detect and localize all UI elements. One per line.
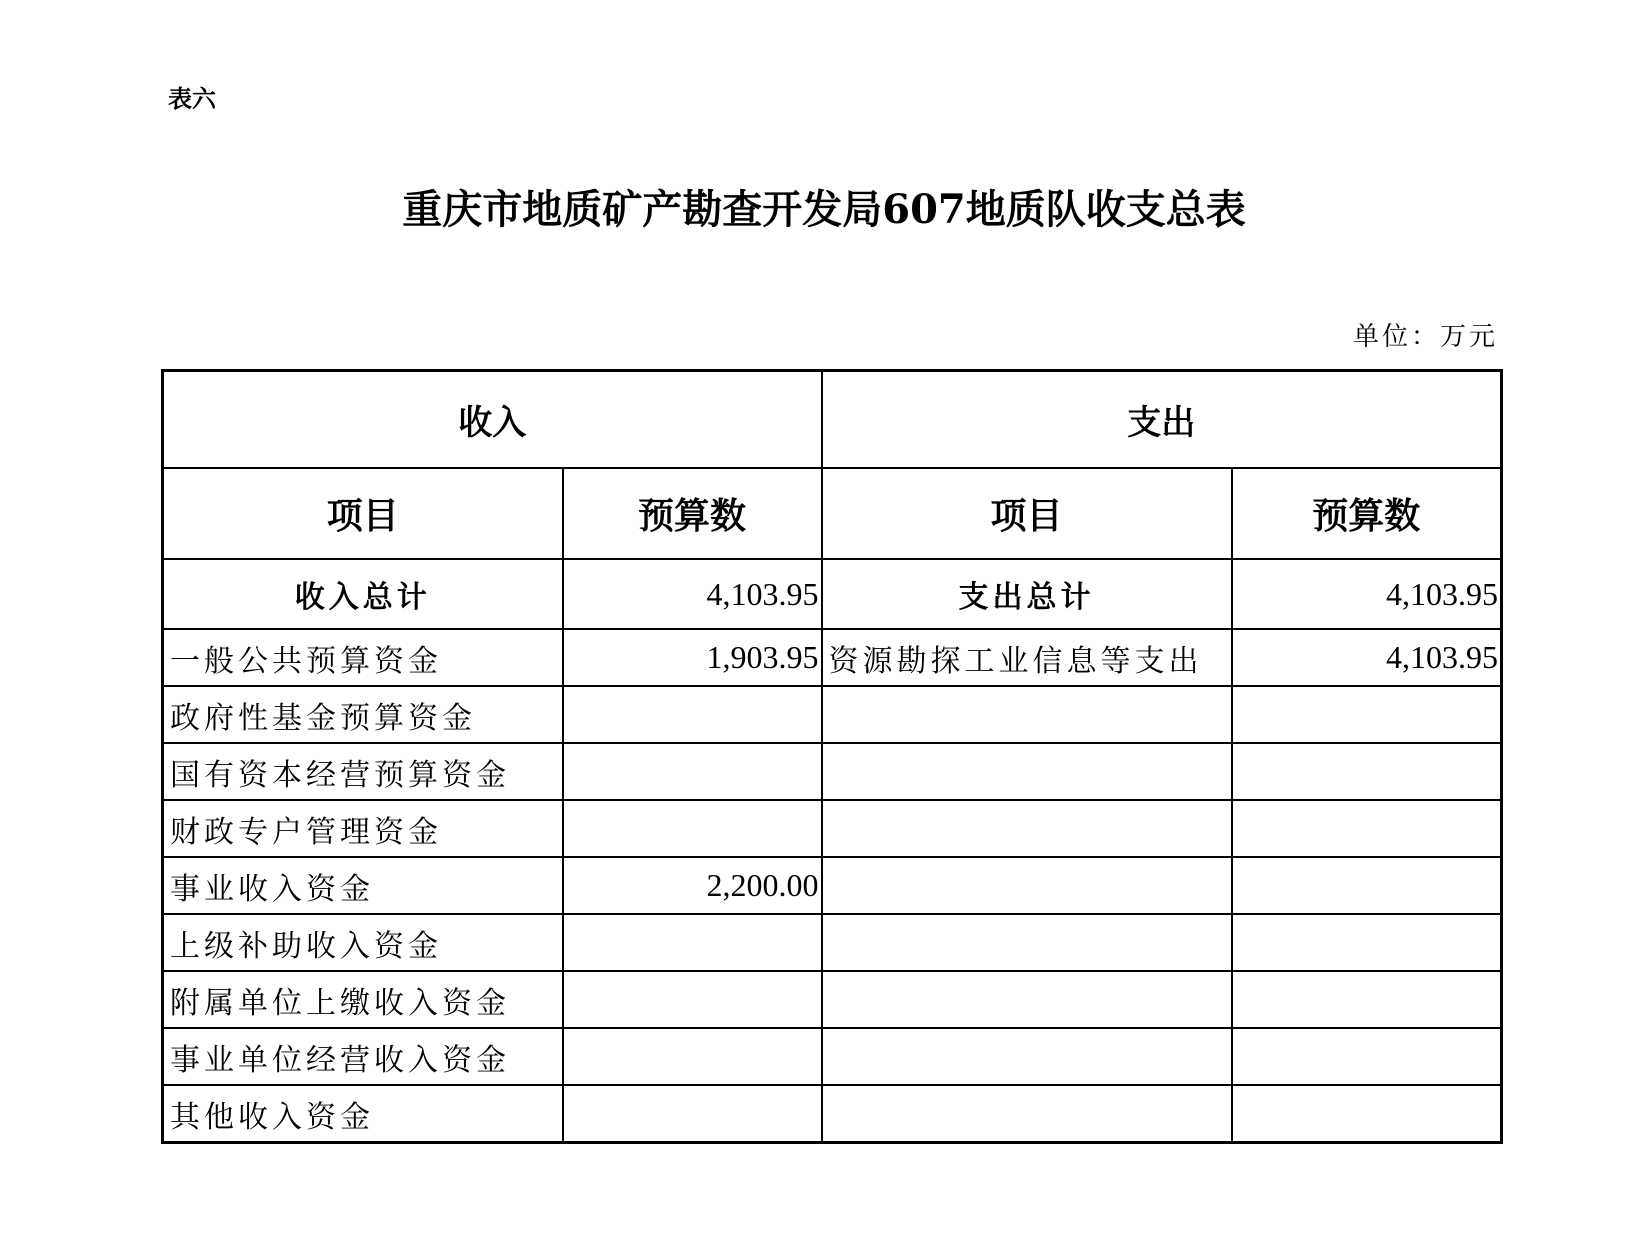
expense-item-value: 4,103.95 [1232, 629, 1502, 686]
expense-item-label [822, 857, 1232, 914]
expense-item-value [1232, 857, 1502, 914]
income-item-value [563, 914, 822, 971]
income-section-header: 收入 [163, 371, 822, 469]
expense-item-value [1232, 800, 1502, 857]
budget-table [161, 369, 1503, 1144]
expense-item-value [1232, 743, 1502, 800]
income-item-value [563, 1028, 822, 1085]
income-item-label: 政府性基金预算资金 [163, 686, 563, 743]
section-header-row [163, 371, 1502, 469]
income-item-label: 一般公共预算资金 [163, 629, 563, 686]
income-item-label: 事业单位经营收入资金 [163, 1028, 563, 1085]
income-item-label: 事业收入资金 [163, 857, 563, 914]
expense-total-label: 支出总计 [822, 559, 1232, 629]
document-label: 表六 [168, 85, 216, 113]
total-row [163, 559, 1502, 629]
table-row [163, 1085, 1502, 1143]
expense-item-label: 资源勘探工业信息等支出 [822, 629, 1232, 686]
table-row [163, 743, 1502, 800]
income-item-value: 2,200.00 [563, 857, 822, 914]
expense-item-label [822, 1085, 1232, 1143]
income-item-label: 附属单位上缴收入资金 [163, 971, 563, 1028]
income-item-value [563, 800, 822, 857]
expense-item-label [822, 800, 1232, 857]
income-item-label: 其他收入资金 [163, 1085, 563, 1143]
income-total-label: 收入总计 [163, 559, 563, 629]
table-row [163, 629, 1502, 686]
expense-item-value [1232, 686, 1502, 743]
table-row [163, 914, 1502, 971]
table-row [163, 686, 1502, 743]
income-item-label: 国有资本经营预算资金 [163, 743, 563, 800]
expense-item-value [1232, 971, 1502, 1028]
expense-total-value: 4,103.95 [1232, 559, 1502, 629]
expense-section-header: 支出 [822, 371, 1502, 469]
column-header-row [163, 468, 1502, 559]
expense-item-value [1232, 914, 1502, 971]
expense-budget-column-header: 预算数 [1232, 468, 1502, 559]
table-row [163, 971, 1502, 1028]
table-row [163, 800, 1502, 857]
income-item-label: 财政专户管理资金 [163, 800, 563, 857]
income-item-value [563, 1085, 822, 1143]
expense-item-label [822, 686, 1232, 743]
budget-table-body [163, 371, 1502, 1143]
income-item-value: 1,903.95 [563, 629, 822, 686]
table-row [163, 857, 1502, 914]
expense-item-label [822, 914, 1232, 971]
income-budget-column-header: 预算数 [563, 468, 822, 559]
unit-label: 单位：万元 [1352, 322, 1498, 352]
income-item-value [563, 971, 822, 1028]
income-total-value: 4,103.95 [563, 559, 822, 629]
income-item-label: 上级补助收入资金 [163, 914, 563, 971]
expense-item-label [822, 971, 1232, 1028]
expense-item-label [822, 743, 1232, 800]
table-row [163, 1028, 1502, 1085]
expense-item-label [822, 1028, 1232, 1085]
expense-item-value [1232, 1028, 1502, 1085]
income-item-value [563, 743, 822, 800]
income-item-value [563, 686, 822, 743]
income-item-column-header: 项目 [163, 468, 563, 559]
expense-item-column-header: 项目 [822, 468, 1232, 559]
page-title: 重庆市地质矿产勘查开发局607地质队收支总表 [402, 186, 1246, 233]
expense-item-value [1232, 1085, 1502, 1143]
